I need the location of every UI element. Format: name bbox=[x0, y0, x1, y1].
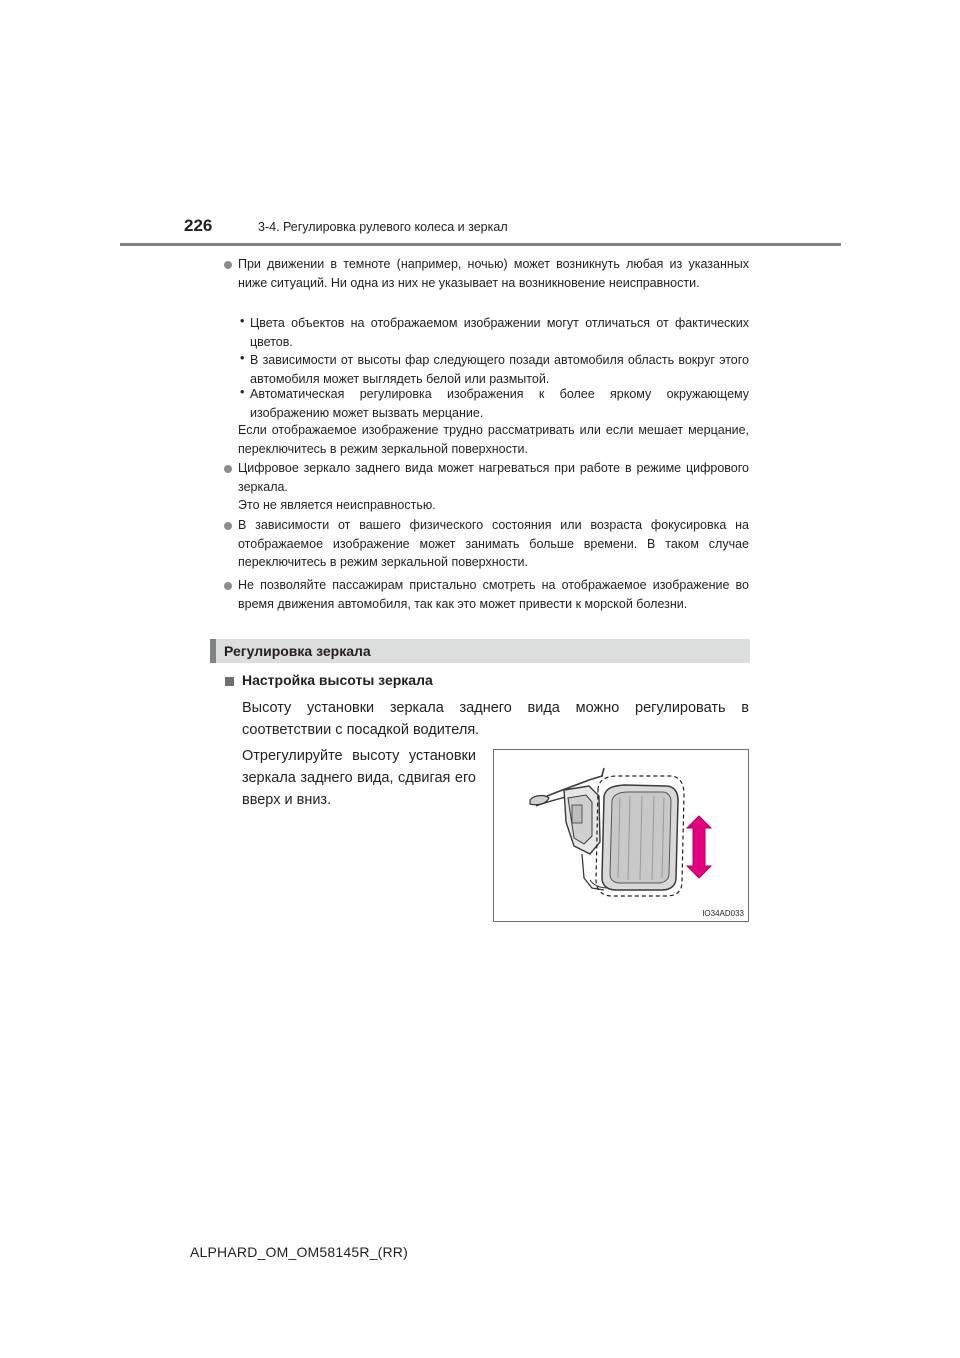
sub-bullet-marker: • bbox=[240, 351, 245, 365]
section-banner bbox=[210, 639, 750, 663]
bullet-note: Это не является неисправностью. bbox=[238, 498, 436, 512]
bullet-text: При движении в темноте (например, ночью) может возникнуть любая из указанных ниже ситуаций. Ни одна из них не указывает на возникновение неисправности. bbox=[238, 257, 749, 290]
subsection-instruction: Отрегулируйте высоту установки зеркала заднего вида, сдвигая его вверх и вниз. bbox=[242, 748, 476, 808]
bullet-icon bbox=[224, 582, 232, 590]
sub-bullet-text: В зависимости от высоты фар следующего позади автомобиля область вокруг этого автомобиля может выглядеть белой или размытой. bbox=[250, 353, 749, 386]
document-id-footer: ALPHARD_OM_OM58145R_(RR) bbox=[190, 1244, 408, 1260]
mirror-drawing bbox=[494, 750, 748, 921]
bullet-icon bbox=[224, 261, 232, 269]
page-number: 226 bbox=[184, 216, 213, 235]
bullet-note: Если отображаемое изображение трудно рассматривать или если мешает мерцание, переключитесь в режим зеркальной поверхности. bbox=[238, 423, 749, 456]
bullet-icon bbox=[224, 522, 232, 530]
header-divider bbox=[120, 243, 841, 246]
section-title: 3-4. Регулировка рулевого колеса и зеркал bbox=[258, 220, 508, 234]
sub-bullet-marker: • bbox=[240, 314, 245, 328]
section-banner-title: Регулировка зеркала bbox=[224, 643, 371, 659]
bullet-text: В зависимости от вашего физического состояния или возраста фокусировка на отображаемое изображение может занимать больше времени. В таком случае переключитесь в режим зеркальной поверхности. bbox=[238, 518, 749, 569]
bullet-icon bbox=[224, 465, 232, 473]
subsection-intro: Высоту установки зеркала заднего вида можно регулировать в соответствии с посадкой водителя. bbox=[242, 700, 749, 738]
mirror-illustration bbox=[493, 749, 749, 922]
bullet-text: Цифровое зеркало заднего вида может нагреваться при работе в режиме цифрового зеркала. bbox=[238, 461, 749, 494]
sub-bullet-marker: • bbox=[240, 385, 245, 399]
figure-code: IO34AD033 bbox=[702, 909, 744, 918]
sub-bullet-text: Цвета объектов на отображаемом изображении могут отличаться от фактических цветов. bbox=[250, 316, 749, 349]
subsection-title: Настройка высоты зеркала bbox=[242, 672, 433, 688]
bullet-text: Не позволяйте пассажирам пристально смотреть на отображаемое изображение во время движения автомобиля, так как это может привести к морской болезни. bbox=[238, 578, 749, 611]
square-bullet-icon bbox=[225, 677, 234, 686]
sub-bullet-text: Автоматическая регулировка изображения к более яркому окружающему изображению может вызвать мерцание. bbox=[250, 387, 749, 420]
